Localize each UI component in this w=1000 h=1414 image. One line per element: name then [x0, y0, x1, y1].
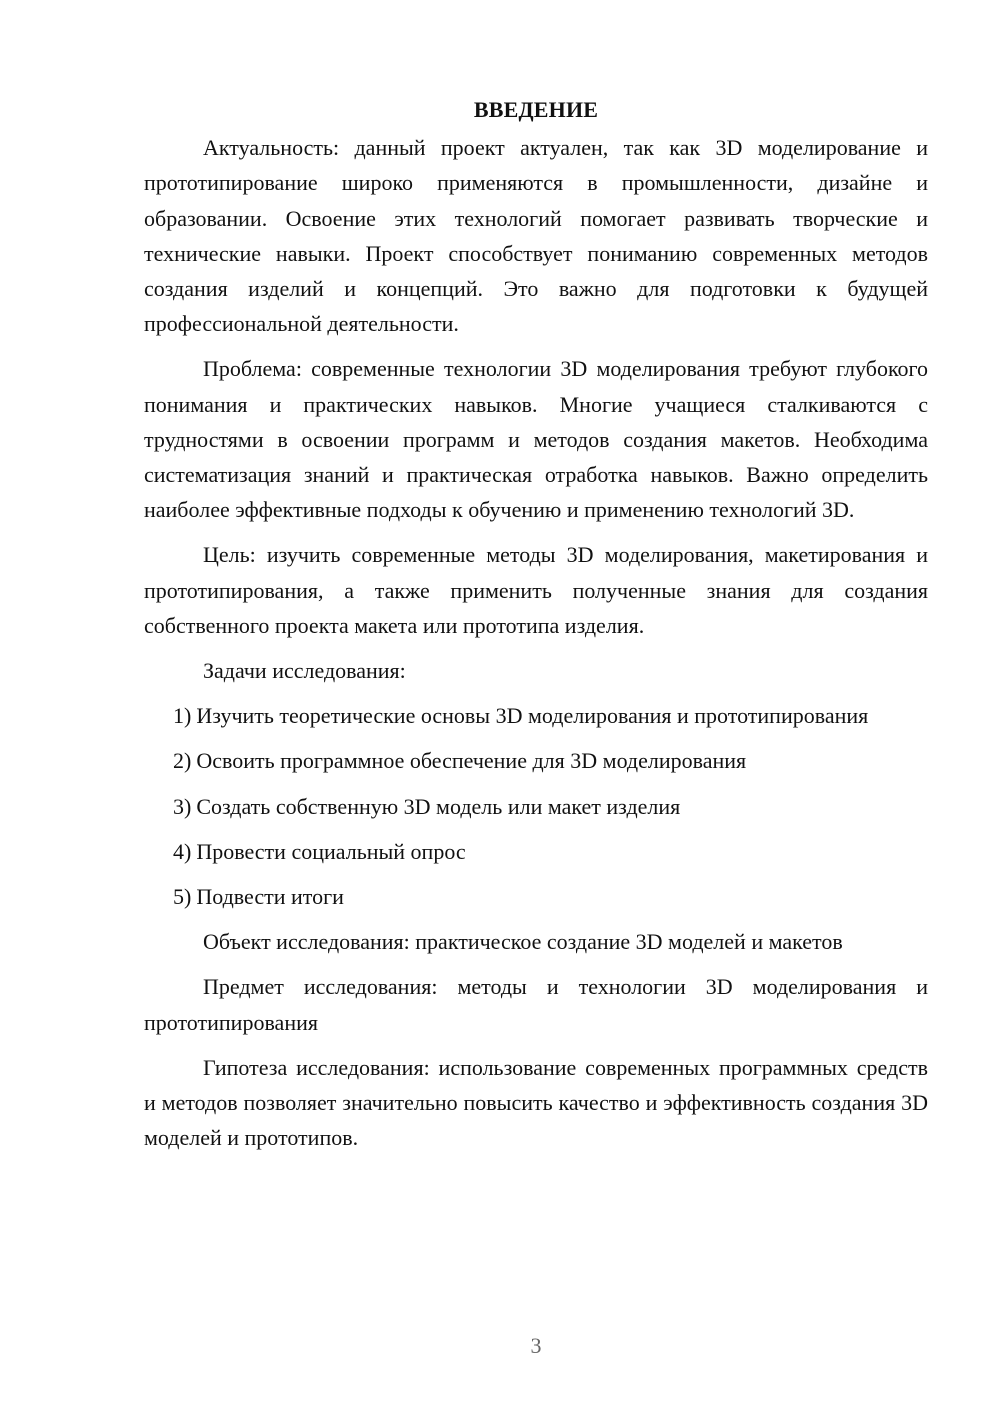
goal-paragraph: Цель: изучить современные методы 3D моделирования, макетирования и прототипирования, а также применить полученные знания для создания собственного проекта макета или прототипа изделия.: [144, 542, 928, 638]
problem-paragraph: Проблема: современные технологии 3D моделирования требуют глубокого понимания и практических навыков. Многие учащиеся сталкиваются с трудностями в освоении программ и методов создания макетов. Необходима систематизация знаний и практическая отработка навыков. Важно определить наиболее эффективные подходы к обучению и применению технологий 3D.: [144, 356, 928, 523]
subject-paragraph: Предмет исследования: методы и технологии 3D моделирования и прототипирования: [144, 974, 928, 1035]
list-item-text: Создать собственную 3D модель или макет изделия: [196, 793, 681, 819]
list-item-text: Изучить теоретические основы 3D моделирования и прототипирования: [196, 703, 869, 729]
list-item: [144, 789, 928, 824]
page-number: 3: [530, 1333, 542, 1358]
relevance-paragraph: Актуальность: данный проект актуален, так как 3D моделирование и прототипирование широко применяются в промышленности, дизайне и образовании. Освоение этих технологий помогает развивать творческие и технические навыки. Проект способствует пониманию современных методов создания изделий и концепций. Это важно для подготовки к будущей профессиональной деятельности.: [144, 135, 928, 337]
list-item-text: Освоить программное обеспечение для 3D моделирования: [196, 748, 747, 774]
list-item-text: Провести социальный опрос: [196, 838, 466, 864]
object-paragraph: Объект исследования: практическое создание 3D моделей и макетов: [203, 929, 843, 955]
hypothesis-paragraph: Гипотеза исследования: использование современных программных средств и методов позволяет значительно повысить качество и эффективность создания 3D моделей и прототипов.: [144, 1054, 928, 1151]
page-title: ВВЕДЕНИЕ: [473, 97, 599, 122]
list-item: [144, 698, 928, 733]
tasks-heading: Задачи исследования:: [203, 658, 406, 684]
list-item-number: 1): [173, 703, 192, 729]
list-item-text: Подвести итоги: [196, 884, 344, 910]
list-item: [144, 743, 928, 778]
tasks-list: [144, 698, 928, 914]
list-item: [144, 879, 928, 914]
page-content: [144, 92, 928, 1165]
list-item-number: 3): [173, 793, 192, 819]
list-item-number: 5): [173, 884, 192, 910]
list-item: [144, 834, 928, 869]
list-item-number: 4): [173, 838, 192, 864]
list-item-number: 2): [173, 748, 192, 774]
